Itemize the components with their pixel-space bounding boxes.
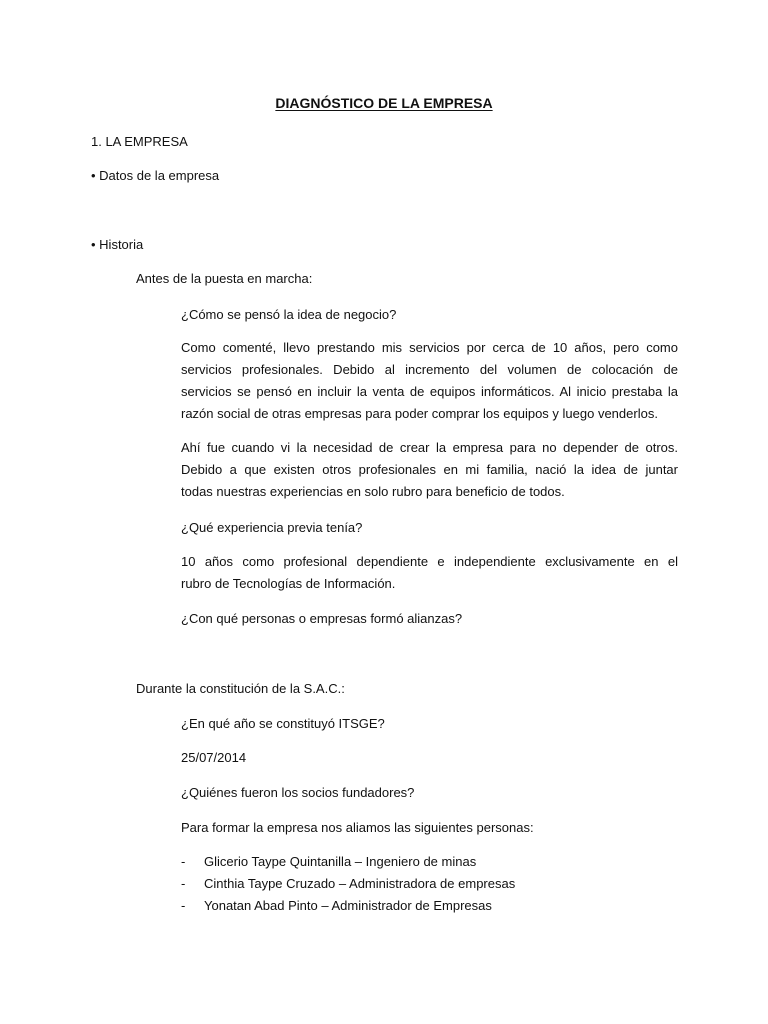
paragraph-aliamos: Para formar la empresa nos aliamos las siguientes personas: bbox=[181, 820, 534, 835]
subheading-antes: Antes de la puesta en marcha: bbox=[136, 271, 313, 286]
question-idea-negocio: ¿Cómo se pensó la idea de negocio? bbox=[181, 307, 397, 322]
paragraph-line: Como comenté, llevo prestando mis servicios por cerca de 10 años, pero como bbox=[181, 340, 678, 355]
paragraph-line: Debido a que existen otros profesionales en mi familia, nació la idea de juntar bbox=[181, 462, 678, 477]
bullet-historia: • Historia bbox=[91, 237, 144, 252]
question-experiencia-previa: ¿Qué experiencia previa tenía? bbox=[181, 520, 363, 535]
document-title bbox=[0, 95, 768, 111]
paragraph-line: Ahí fue cuando vi la necesidad de crear la empresa para no depender de otros. bbox=[181, 440, 678, 455]
list-item-text: Glicerio Taype Quintanilla – Ingeniero de minas bbox=[204, 854, 477, 869]
list-dash: - bbox=[181, 898, 186, 913]
list-item-text: Cinthia Taype Cruzado – Administradora de empresas bbox=[204, 876, 516, 891]
paragraph-como-comente bbox=[181, 337, 678, 425]
paragraph-line: servicios se pensó en incluir la venta de equipos informáticos. Al inicio prestaba la bbox=[181, 384, 678, 399]
paragraph-line: todas nuestras experiencias en solo rubro para beneficio de todos. bbox=[181, 484, 565, 499]
paragraph-line: razón social de otras empresas para poder comprar los equipos y luego venderlos. bbox=[181, 406, 658, 421]
paragraph-line: rubro de Tecnologías de Información. bbox=[181, 576, 396, 591]
document-title-text: DIAGNÓSTICO DE LA EMPRESA bbox=[275, 95, 493, 111]
paragraph-ahi-fue bbox=[181, 437, 678, 503]
question-alianzas: ¿Con qué personas o empresas formó alianzas? bbox=[181, 611, 463, 626]
paragraph-line: 10 años como profesional dependiente e independiente exclusivamente en el bbox=[181, 554, 678, 569]
bullet-datos-empresa: • Datos de la empresa bbox=[91, 168, 220, 183]
list-item-text: Yonatan Abad Pinto – Administrador de Empresas bbox=[204, 898, 492, 913]
section-heading: 1. LA EMPRESA bbox=[91, 134, 188, 149]
list-dash: - bbox=[181, 854, 186, 869]
answer-fecha-constitucion: 25/07/2014 bbox=[181, 750, 247, 765]
question-anio-constitucion: ¿En qué año se constituyó ITSGE? bbox=[181, 716, 385, 731]
paragraph-line: servicios profesionales. Debido al incremento del volumen de colocación de bbox=[181, 362, 678, 377]
paragraph-experiencia bbox=[181, 551, 678, 595]
subheading-durante: Durante la constitución de la S.A.C.: bbox=[136, 681, 345, 696]
question-socios-fundadores: ¿Quiénes fueron los socios fundadores? bbox=[181, 785, 415, 800]
list-dash: - bbox=[181, 876, 186, 891]
